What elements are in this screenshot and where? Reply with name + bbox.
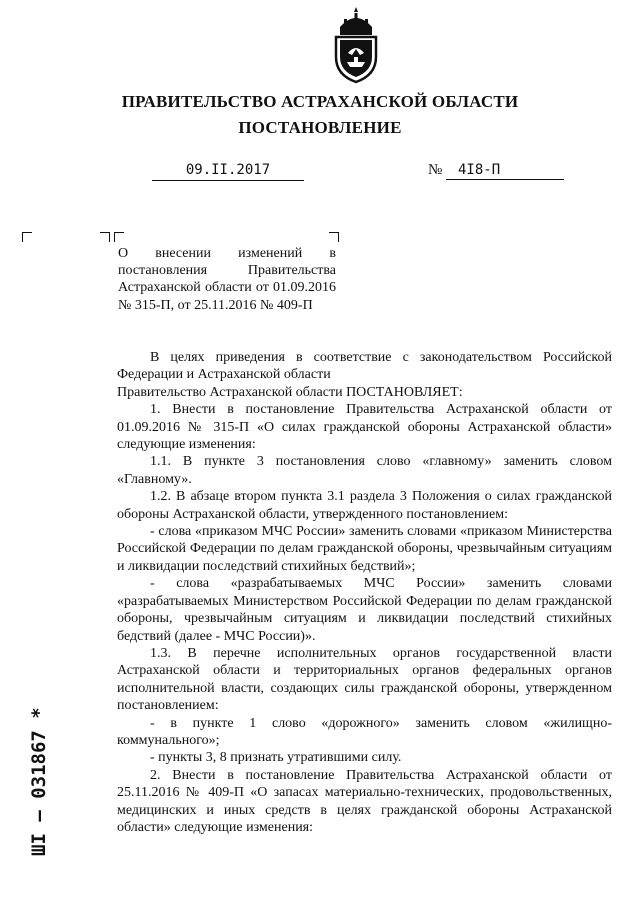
coat-of-arms-emblem [330,5,382,85]
paragraph-2: 2. Внести в постановление Правительства Астраханской области от 25.11.2016 № 409-П «О запасах материально-технических, продовольственных, медицинских и иных средств в целях гражданской обороны Астраханской области» следующие изменения: [117,767,612,835]
document-type-title: ПОСТАНОВЛЕНИЕ [238,118,402,137]
serial-stamp [28,700,50,900]
bracket-corner-top-left [114,232,124,242]
preamble-text: В целях приведения в соответствие с законодательством Российской Федерации и Астраханской области [117,350,612,383]
document-number: 4I8-П [446,160,564,180]
document-subject: О внесении изменений в постановления Правительства Астраханской области от 01.09.2016 № 315-П, от 25.11.2016 № 409-П [118,246,336,313]
paragraph-1-1: 1.1. В пункте 3 постановления слово «главному» заменить словом «Главному». [117,454,612,487]
bracket-corner-top-left [22,232,32,242]
document-date: 09.II.2017 [152,160,304,181]
paragraph-1-3-b: - пункты 3, 8 признать утратившими силу. [150,750,402,766]
paragraph-1-2: 1.2. В абзаце втором пункта 3.1 раздела 3 Положения о силах гражданской обороны Астраханской области, утвержденного постановлением: [117,489,612,522]
paragraph-1: 1. Внести в постановление Правительства Астраханской области от 01.09.2016 № 315-П «О силах гражданской обороны Астраханской области» следующие изменения: [117,402,612,453]
document-body [117,349,612,836]
government-title: ПРАВИТЕЛЬСТВО АСТРАХАНСКОЙ ОБЛАСТИ [121,92,519,111]
bracket-corner-top-right [100,232,110,242]
paragraph-1-3: 1.3. В перечне исполнительных органов государственной власти Астраханской области и территориальных органов федеральных органов исполнительной власти, создающих силы гражданской обороны, утвержденном постановлением: [117,645,612,714]
paragraph-1-3-a: - в пункте 1 слово «дорожного» заменить словом «жилищно-коммунального»; [117,715,612,748]
bracket-corner-top-right [329,232,339,242]
resolves-text: Правительство Астраханской области ПОСТАНОВЛЯЕТ: [117,384,463,400]
number-sign: № [428,162,443,178]
serial-stamp-text: ШI – 031867 * [28,707,50,856]
paragraph-1-2-b: - слова «разрабатываемых МЧС России» заменить словами «разрабатываемых Министерством Российской Федерации по делам гражданской обороны, чрезвычайным ситуациям и ликвидации последствий стихийных бедствий (далее - МЧС России)». [117,576,612,644]
paragraph-1-2-a: - слова «приказом МЧС России» заменить словами «приказом Министерства Российской Федерации по делам гражданской обороны, чрезвычайным ситуациям и ликвидации последствий стихийных бедствий»; [117,524,612,574]
